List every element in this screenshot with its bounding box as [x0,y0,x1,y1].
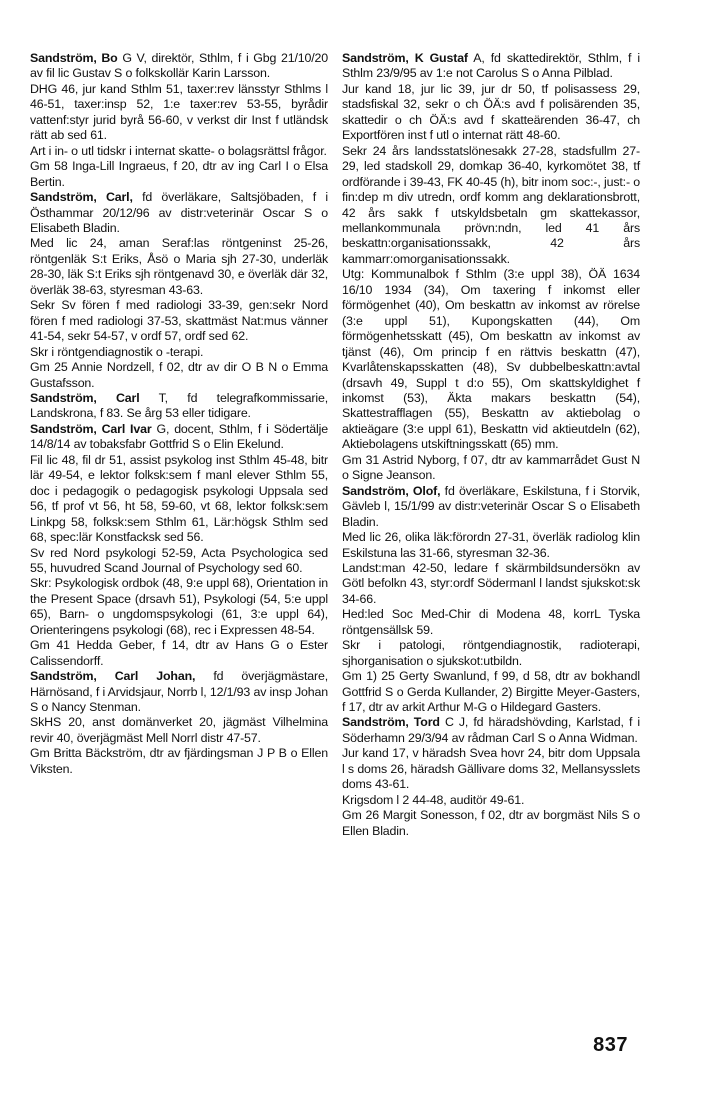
entry-heading-line [30,51,328,82]
entry-text: Jur kand 17, v häradsh Svea hovr 24, bitr dom Uppsala l s doms 26, häradsh Gällivare doms 32, Mellansysslets doms 43-61. [342,746,640,792]
entry-name: Sandström, Carl Ivar [30,421,152,436]
entry-text: fd överläkare, Eskilstuna, f i Storvik, Gävleb l, 15/1/99 av distr:veterinär Oscar S o Elisabeth Bladin. [342,483,641,529]
entry-paragraph [342,267,640,452]
entry-text: Art i in- o utl tidskr i internat skatte- o bolagsrättsl frågor. [30,143,327,158]
entry-text: fd överjägmästare, Härnösand, f i Arvidsjaur, Norrb l, 12/1/93 av insp Johan S o Nancy Stenman. [30,669,328,715]
entry-paragraph [342,561,640,607]
entry-paragraph [30,345,328,360]
entry-text: Gm 26 Margit Sonesson, f 02, dtr av borgmäst Nils S o Ellen Bladin. [342,808,640,838]
entry-paragraph [342,638,640,669]
biography-entry [342,484,640,716]
entry-paragraph [342,453,640,484]
entry-text: DHG 46, jur kand Sthlm 51, taxer:rev länsstyr Sthlms l 46-51, taxer:insp 52, 1:e taxer:rev 53-55, byrådir vattenf:styr jurid byrå 56-60, v verkst dir Inst f utländsk rätt ab sed 61. [30,81,328,143]
entry-paragraph [30,638,328,669]
entry-heading-line [342,484,640,530]
entry-text: A, fd skattedirektör, Sthlm, f i Sthlm 23/9/95 av 1:e not Carolus S o Anna Pilblad. [342,51,640,81]
entry-text: Gm 1) 25 Gerty Swanlund, f 99, d 58, dtr av bokhandl Gottfrid S o Gerda Kullander, 2) Birgitte Meyer-Gasters, f 17, dtr av arkit Arthur M-G o Hildegard Gasters. [342,669,640,715]
entry-text: C J, fd häradshövding, Karlstad, f i Söderhamn 29/3/94 av rådman Carl S o Anna Widman. [342,715,640,745]
entry-text: Med lic 26, olika läk:förordn 27-31, överläk radiolog klin Eskilstuna las 31-66, styresman 32-36. [342,530,640,560]
entry-text: Utg: Kommunalbok f Sthlm (3:e uppl 38), ÖÄ 1634 16/10 1934 (34), Om taxering f inkomst eller förmögenhet (40), Om beskattn av inkomst av rörelse (3:e uppl 51), Kupongskatten (44), Om förmögenhetsskatt (45), Om beskattn av inkomst av tjänst (46), Om princip f en rättvis beskattn (47), Kvarlåtenskapsskatten (48), Sv dubbelbeskattn:avtal (drsavh 49, Suppl t d:o 55), Om skattskyldighet f inkomst (53), Äkta makars beskattn (54), Skattestrafflagen (55), Beskattn av aktiebolag o aktieägare (3:e uppl 61), Beskattn vid aktieutdeln (62), Aktiebolagens utskiftningsskatt (65) mm. [342,267,640,452]
entry-text: Sekr Sv fören f med radiologi 33-39, gen:sekr Nord fören f med radiologi 37-53, skattmäst Nat:mus vänner 41-54, sekr 54-57, v ordf 57, ordf sed 62. [30,298,328,344]
page-number: 837 [593,1034,628,1056]
entry-paragraph [30,159,328,190]
right-column [342,51,640,839]
entry-paragraph [342,793,640,808]
entry-text: Med lic 24, aman Seraf:las röntgeninst 25-26, röntgenläk S:t Eriks, Åsö o Maria sjh 27-30, underläk 28-30, läk S:t Eriks sjh röntgenavd 30, e överläk där 32, överläk 38-63, styresman 43-63. [30,236,328,297]
entry-paragraph [30,360,328,391]
entry-name: Sandström, Carl Johan, [30,669,196,684]
entry-text: Gm Britta Bäckström, dtr av fjärdingsman J P B o Ellen Viksten. [30,746,328,776]
entry-heading-line [30,422,328,453]
entry-text: Jur kand 18, jur lic 39, jur dr 50, tf polisassess 29, stadsfiskal 32, sekr o ch ÖÄ:s avd f polisärenden 35, skattedir o ch ÖÄ:s avd f skatteärenden 36-47, ch Exportfören inst f utl o internat rätt 48-60. [342,81,640,143]
entry-name: Sandström, Carl, [30,190,133,205]
entry-text: Sekr 24 års landsstatslönesakk 27-28, stadsfullm 27-29, led stadskoll 29, domkap 36-40, kyrkomötet 38, tf ordförande i 39-43, FK 40-45 (h), bitr inom soc:-, just:- o fin:dep m div utredn, ordf komm ang deklarationsbrott, 42 års sakk f utskyldsbetaln gm skattekassor, mellankommunala prövn:ndn, led 41 års beskattn:organisationssakk, 42 års kammarr:omorganisationssakk. [342,143,640,266]
entry-paragraph [342,669,640,715]
biography-entry [30,190,328,391]
entry-name: Sandström, Carl [30,390,140,405]
biography-entry [30,422,328,669]
entry-text: G, docent, Sthlm, f i Södertälje 14/8/14 av tobaksfabr Gottfrid S o Elin Ekelund. [30,421,328,452]
entry-heading-line [30,669,328,715]
entry-text: Sv red Nord psykologi 52-59, Acta Psychologica sed 55, huvudred Scand Journal of Psychology sed 60. [30,545,328,575]
entry-text: Fil lic 48, fil dr 51, assist psykolog inst Sthlm 45-48, bitr lär 49-54, e lektor folksk:sem f manl elever Sthlm 55, doc i pedagogik o pedagogisk psykologi Uppsala sed 56, tf prof vt 56, ht 58, 59-60, vt 68, lektor folksk:sem Linkpg 58, folksk:sem Sthlm 61, Lär:högsk Sthlm sed 68, spec:lär Konstfacksk sed 56. [30,452,328,545]
biography-entry [342,51,640,484]
entry-text: Hed:led Soc Med-Chir di Modena 48, korrL Tyska röntgensällsk 59. [342,607,640,637]
entry-paragraph [342,808,640,839]
entry-text: Skr: Psykologisk ordbok (48, 9:e uppl 68), Orientation in the Present Space (drsavh 51), Psykologi (54, 5:e uppl 65), Barn- o ungdomspsykologi (61, 3:e uppl 64), Orienteringens psykologi (68), rec i Expressen 48-54. [30,576,328,637]
entry-paragraph [342,82,640,144]
entry-paragraph [30,298,328,344]
entry-text: Skr i patologi, röntgendiagnostik, radioterapi, sjhorganisation o sjukskot:utbildn. [342,638,640,668]
entry-heading-line [342,51,640,82]
entry-name: Sandström, K Gustaf [342,51,468,65]
entry-paragraph [30,453,328,546]
entry-paragraph [30,746,328,777]
entry-text: T, fd telegrafkommissarie, Landskrona, f 83. Se årg 53 eller tidigare. [30,390,328,421]
entry-text: fd överläkare, Saltsjöbaden, f i Östhammar 20/12/96 av distr:veterinär Oscar S o Elisabeth Bladin. [30,190,328,235]
entry-paragraph [30,144,328,159]
entry-paragraph [342,530,640,561]
entry-heading-line [30,391,328,422]
entry-text: Gm 31 Astrid Nyborg, f 07, dtr av kammarrådet Gust N o Signe Jeanson. [342,452,640,483]
biography-entry [30,669,328,777]
biography-entry [342,715,640,839]
biography-entry [30,391,328,422]
entry-paragraph [30,546,328,577]
entry-name: Sandström, Olof, [342,483,441,498]
entry-text: Gm 58 Inga-Lill Ingraeus, f 20, dtr av ing Carl I o Elsa Bertin. [30,159,328,189]
entry-text: Gm 41 Hedda Geber, f 14, dtr av Hans G o Ester Calissendorff. [30,638,328,668]
entry-paragraph [30,236,328,298]
entry-heading-line [30,190,328,236]
entry-text: G V, direktör, Sthlm, f i Gbg 21/10/20 av fil lic Gustav S o folkskollär Karin Larsson. [30,51,329,81]
entry-paragraph [30,576,328,638]
biography-entry [30,51,328,190]
entry-text: Krigsdom l 2 44-48, auditör 49-61. [342,792,525,807]
entry-paragraph [30,82,328,144]
entry-text: SkHS 20, anst domänverket 20, jägmäst Vilhelmina revir 40, överjägmäst Mell Norrl distr 47-57. [30,715,328,745]
entry-paragraph [342,144,640,268]
entry-text: Skr i röntgendiagnostik o -terapi. [30,344,204,359]
entry-text: Gm 25 Annie Nordzell, f 02, dtr av dir O B N o Emma Gustafsson. [30,360,328,390]
entry-heading-line [342,715,640,746]
entry-name: Sandström, Bo [30,51,118,65]
entry-paragraph [30,715,328,746]
left-column [30,51,328,777]
entry-name: Sandström, Tord [342,715,440,730]
entry-paragraph [342,607,640,638]
entry-text: Landst:man 42-50, ledare f skärmbildsundersökn av Götl befolkn 43, styr:ordf Södermanl l landst sjukskot:sk 34-66. [342,560,640,606]
entry-paragraph [342,746,640,792]
